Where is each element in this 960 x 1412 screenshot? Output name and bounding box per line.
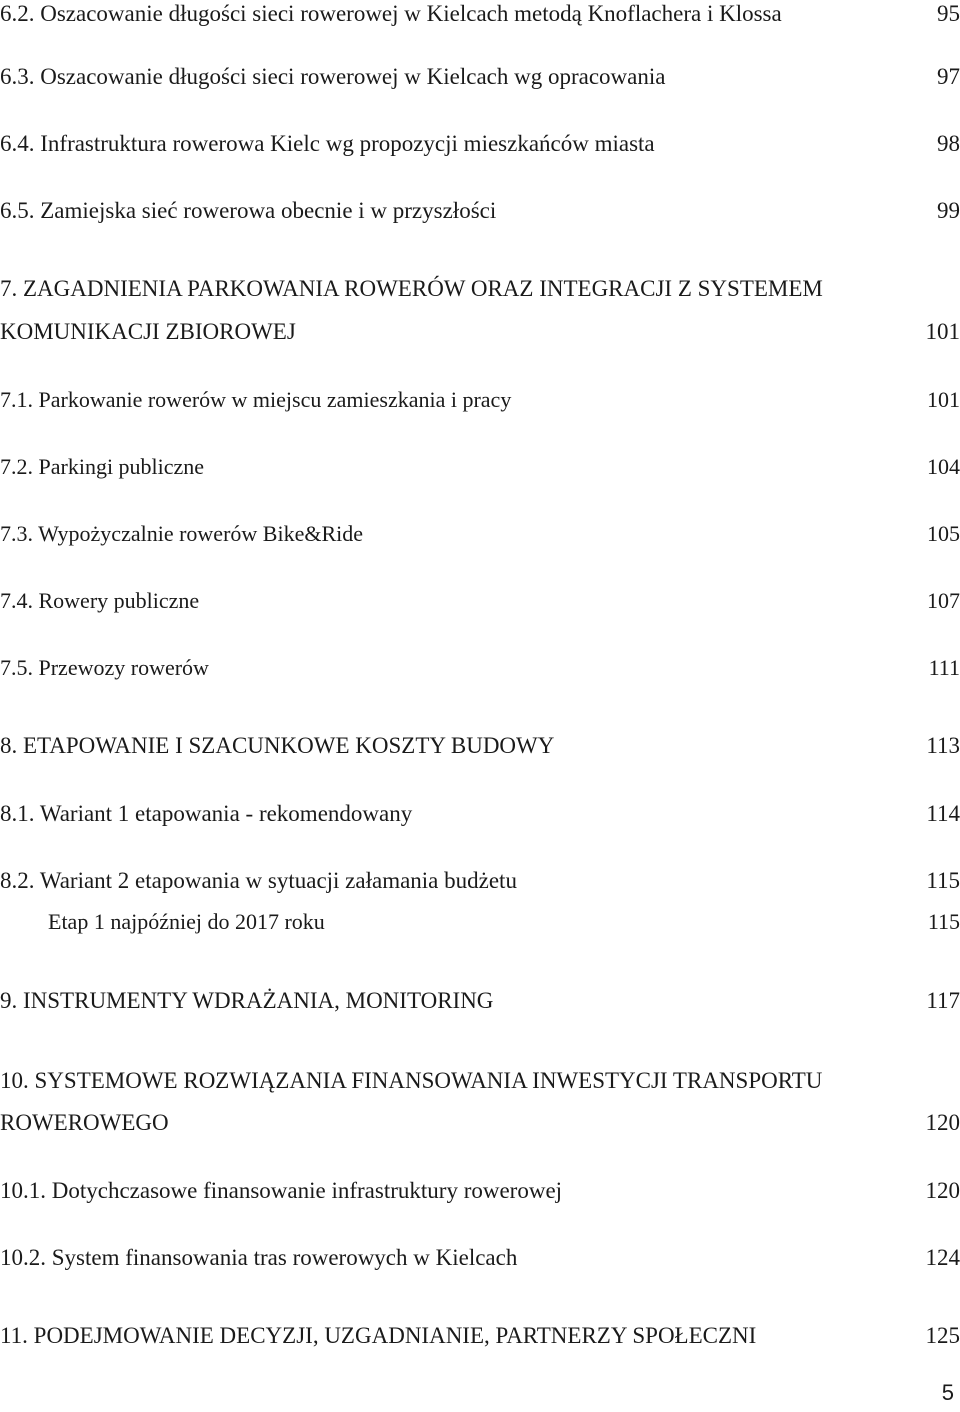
toc-entry-page: 105: [927, 521, 960, 546]
page-number: 5: [941, 1380, 954, 1405]
toc-entry-page: 107: [927, 588, 960, 613]
toc-entry-title: 8.2. Wariant 2 etapowania w sytuacji załamania budżetu: [0, 868, 517, 893]
toc-entry-title: 10. SYSTEMOWE ROZWIĄZANIA FINANSOWANIA INWESTYCJI TRANSPORTU: [0, 1068, 823, 1093]
toc-entry-title: 6.2. Oszacowanie długości sieci rowerowej w Kielcach metodą Knoflachera i Klossa: [0, 1, 782, 26]
toc-entry-page: 120: [925, 1178, 960, 1203]
toc-entry-page: 120: [925, 1110, 960, 1135]
toc-entry-title: 8. ETAPOWANIE I SZACUNKOWE KOSZTY BUDOWY: [0, 733, 555, 758]
toc-entry-title: 11. PODEJMOWANIE DECYZJI, UZGADNIANIE, PARTNERZY SPOŁECZNI: [0, 1323, 757, 1348]
toc-entry-title: 7.1. Parkowanie rowerów w miejscu zamieszkania i pracy: [0, 387, 512, 412]
toc-entry-page: 124: [925, 1245, 960, 1270]
toc-entry-title: 7.4. Rowery publiczne: [0, 588, 200, 613]
toc-entry-page: 115: [927, 909, 960, 934]
toc-entry-page: 95: [937, 1, 960, 26]
toc-entry-page: 111: [928, 655, 960, 680]
toc-entry-title: Etap 1 najpóźniej do 2017 roku: [48, 909, 325, 934]
toc-entry-page: 125: [925, 1323, 960, 1348]
toc-entry-page: 101: [927, 387, 960, 412]
toc-entry-page: 98: [937, 131, 960, 156]
toc-entry-page: 99: [937, 198, 960, 223]
toc-entry-title: ROWEROWEGO: [0, 1110, 169, 1135]
toc-entry-page: 117: [926, 988, 960, 1013]
toc-entry-title: 6.5. Zamiejska sieć rowerowa obecnie i w przyszłości: [0, 198, 497, 223]
toc-entry-title: 10.2. System finansowania tras rowerowych w Kielcach: [0, 1245, 518, 1270]
toc-entry-title: 7. ZAGADNIENIA PARKOWANIA ROWERÓW ORAZ INTEGRACJI Z SYSTEMEM: [0, 276, 823, 301]
toc-entry-title: 6.4. Infrastruktura rowerowa Kielc wg propozycji mieszkańców miasta: [0, 131, 655, 156]
toc-entry-page: 114: [926, 801, 960, 826]
toc-entry-title: 10.1. Dotychczasowe finansowanie infrastruktury rowerowej: [0, 1178, 563, 1203]
toc-entry-page: 115: [926, 868, 960, 893]
toc-entry-title: 7.5. Przewozy rowerów: [0, 655, 209, 680]
toc-entry-title: 7.3. Wypożyczalnie rowerów Bike&Ride: [0, 521, 363, 546]
toc-entry-page: 113: [926, 733, 960, 758]
toc-entry-page: 97: [937, 64, 960, 89]
toc-entry-title: 6.3. Oszacowanie długości sieci rowerowej w Kielcach wg opracowania: [0, 64, 666, 89]
toc-entry-page: 101: [925, 319, 960, 344]
toc-entry-title: 8.1. Wariant 1 etapowania - rekomendowany: [0, 801, 413, 826]
toc-entry-title: 9. INSTRUMENTY WDRAŻANIA, MONITORING: [0, 988, 494, 1013]
toc-entry-title: KOMUNIKACJI ZBIOROWEJ: [0, 319, 296, 344]
toc-entry-page: 104: [927, 454, 960, 479]
toc-entry-title: 7.2. Parkingi publiczne: [0, 454, 205, 479]
